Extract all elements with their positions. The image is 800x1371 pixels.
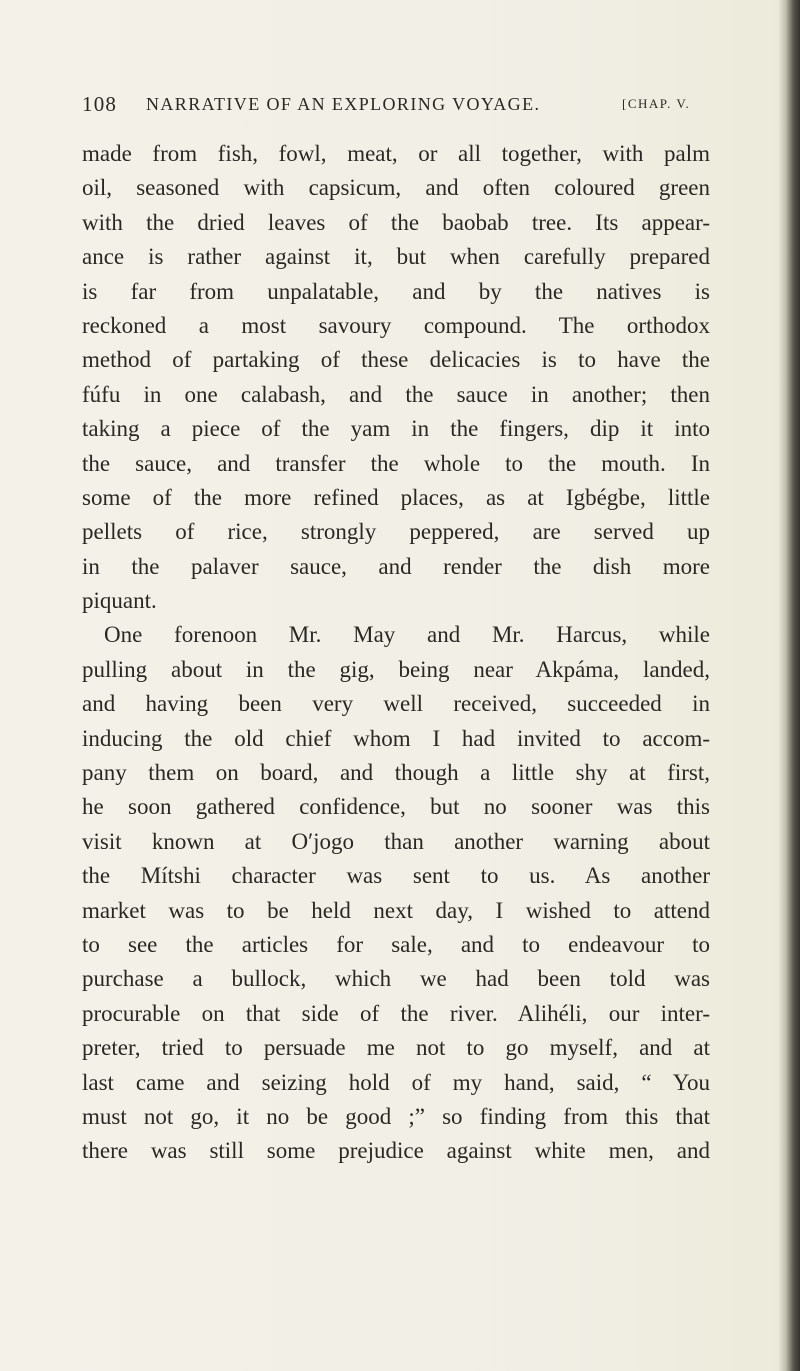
page-header xyxy=(82,92,722,122)
text-line: taking a piece of the yam in the fingers, dip it into xyxy=(82,416,710,442)
text-line: last came and seizing hold of my hand, said, “ You xyxy=(82,1069,710,1095)
body-text xyxy=(82,137,710,1169)
text-line: the sauce, and transfer the whole to the mouth. In xyxy=(82,450,710,476)
text-line: some of the more refined places, as at Igbégbe, little xyxy=(82,484,710,510)
text-line: ance is rather against it, but when carefully prepared xyxy=(82,244,710,270)
text-line: there was still some prejudice against white men, and xyxy=(82,1138,710,1164)
text-line: pellets of rice, strongly peppered, are served up xyxy=(82,519,710,545)
text-line: fúfu in one calabash, and the sauce in another; then xyxy=(82,381,710,407)
text-line: market was to be held next day, I wished to attend xyxy=(82,897,710,923)
text-line: purchase a bullock, which we had been told was xyxy=(82,966,710,992)
text-line: procurable on that side of the river. Alihéli, our inter- xyxy=(82,1000,710,1026)
text-line: must not go, it no be good ;” so finding from this that xyxy=(82,1103,710,1129)
text-line: inducing the old chief whom I had invited to accom- xyxy=(82,725,710,751)
chapter-marker: [CHAP. V. xyxy=(622,96,691,111)
page-binding-edge xyxy=(778,0,800,1371)
text-line: with the dried leaves of the baobab tree. Its appear- xyxy=(82,209,710,235)
text-line: preter, tried to persuade me not to go myself, and at xyxy=(82,1035,710,1061)
running-title: NARRATIVE OF AN EXPLORING VOYAGE. xyxy=(146,94,541,114)
text-line: the Mítshi character was sent to us. As another xyxy=(82,863,710,889)
text-line: to see the articles for sale, and to endeavour to xyxy=(82,931,710,957)
text-line: One forenoon Mr. May and Mr. Harcus, while xyxy=(104,622,710,648)
text-line: and having been very well received, succeeded in xyxy=(82,691,710,717)
text-line: pany them on board, and though a little shy at first, xyxy=(82,760,710,786)
text-line: made from fish, fowl, meat, or all together, with palm xyxy=(82,141,710,166)
text-line: piquant. xyxy=(82,588,157,614)
text-line: he soon gathered confidence, but no sooner was this xyxy=(82,794,710,820)
text-line: is far from unpalatable, and by the natives is xyxy=(82,278,710,304)
text-line: visit known at O′jogo than another warning about xyxy=(82,828,710,854)
text-line: oil, seasoned with capsicum, and often coloured green xyxy=(82,175,710,201)
text-line: pulling about in the gig, being near Akpáma, landed, xyxy=(82,656,710,682)
text-line: in the palaver sauce, and render the dish more xyxy=(82,553,710,579)
page-number: 108 xyxy=(82,92,118,116)
text-line: method of partaking of these delicacies is to have the xyxy=(82,347,710,373)
text-line: reckoned a most savoury compound. The orthodox xyxy=(82,312,710,338)
